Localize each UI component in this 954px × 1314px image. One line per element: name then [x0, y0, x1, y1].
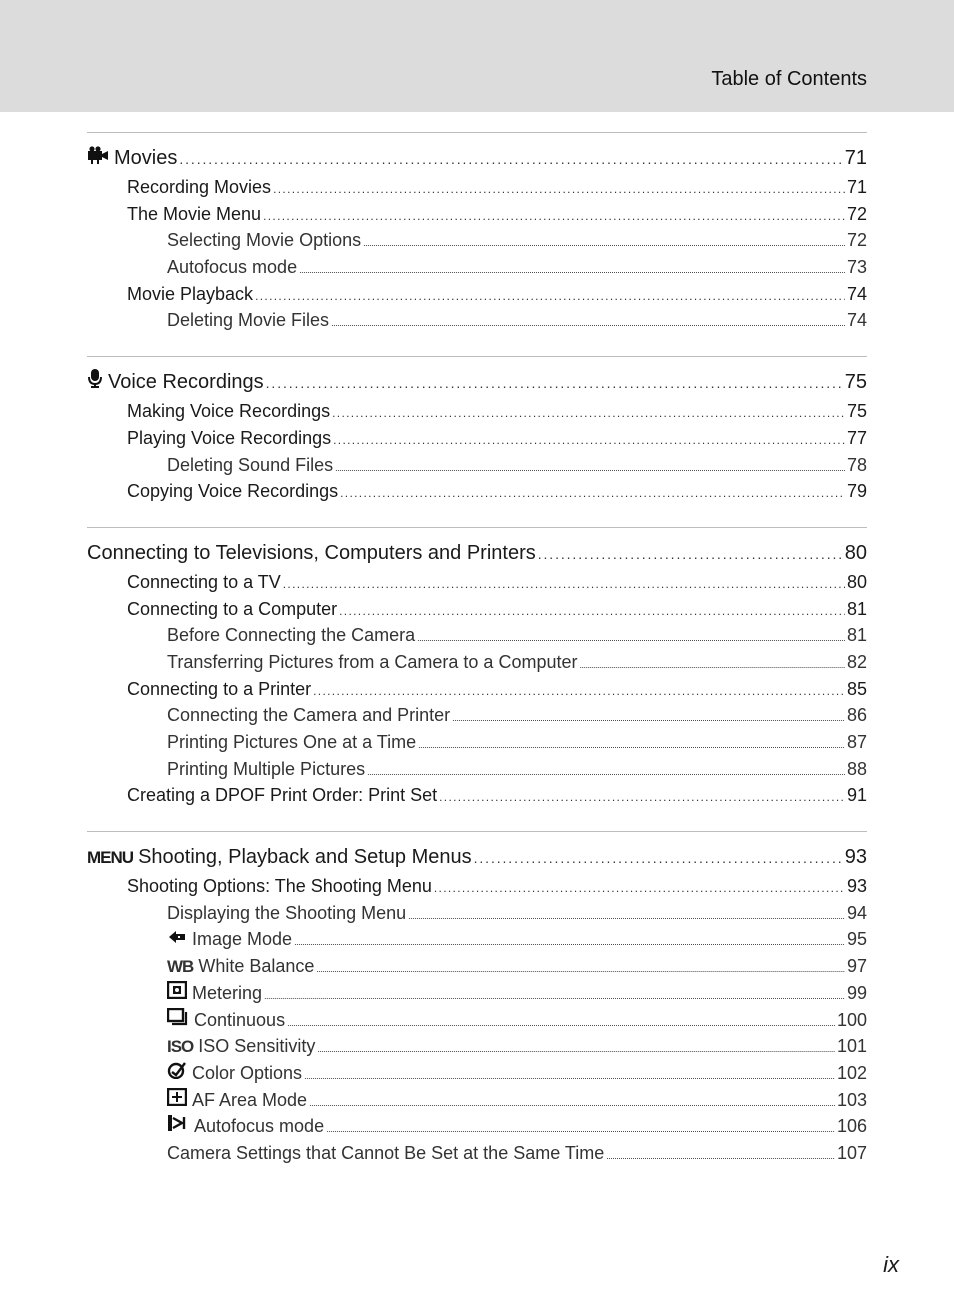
entry-label [167, 227, 361, 254]
entry-label [167, 452, 333, 479]
color-options-icon [167, 1061, 187, 1079]
dot-leader [179, 142, 842, 175]
dot-leader [316, 953, 845, 983]
dot-leader [335, 452, 845, 482]
toc-entry [87, 676, 867, 703]
entry-title: Connecting the Camera and Printer [167, 705, 451, 726]
dot-leader [317, 1033, 835, 1063]
entry-page-number: 97 [846, 956, 867, 977]
microphone-icon [87, 368, 103, 388]
dot-leader [417, 622, 845, 652]
entry-label [87, 366, 264, 398]
toc-chapter-entry [87, 142, 867, 174]
toc-entry [87, 756, 867, 783]
entry-page-number: 93 [844, 846, 867, 869]
menu-icon: MENU [87, 848, 134, 868]
dot-leader [283, 569, 845, 598]
entry-title: Autofocus mode [167, 257, 298, 278]
entry-title: Movies [114, 147, 178, 169]
entry-title: Connecting to a TV [127, 571, 281, 592]
continuous-icon [167, 1008, 189, 1026]
toc-entry [87, 227, 867, 254]
dot-leader [538, 537, 843, 570]
dot-leader [363, 227, 845, 257]
entry-page-number: 93 [846, 876, 867, 897]
entry-title: Making Voice Recordings [127, 401, 331, 422]
entry-label [167, 1113, 324, 1140]
dot-leader [439, 782, 845, 811]
entry-page-number: 86 [846, 705, 867, 726]
entry-title: Continuous [194, 1009, 286, 1030]
dot-leader [273, 174, 845, 203]
entry-label [127, 782, 437, 809]
toc-entry [87, 1087, 867, 1114]
dot-leader [264, 980, 845, 1010]
toc-chapter-entry [87, 366, 867, 398]
entry-label [127, 174, 271, 201]
toc-entry [87, 478, 867, 505]
toc-entry [87, 174, 867, 201]
entry-label [167, 622, 415, 649]
entry-label [167, 1007, 285, 1034]
entry-label [127, 478, 338, 505]
entry-title: Selecting Movie Options [167, 230, 362, 251]
entry-label [167, 756, 365, 783]
entry-page-number: 77 [846, 427, 867, 448]
entry-page-number: 72 [846, 230, 867, 251]
toc-entry [87, 254, 867, 281]
entry-page-number: 101 [836, 1036, 867, 1057]
toc-entry [87, 926, 867, 953]
entry-page-number: 81 [846, 598, 867, 619]
page-header [0, 0, 954, 112]
entry-title: Transferring Pictures from a Camera to a Computer [167, 651, 578, 672]
toc-entry [87, 1007, 867, 1034]
entry-title: Playing Voice Recordings [127, 427, 332, 448]
toc-entry [87, 980, 867, 1007]
toc-entry [87, 452, 867, 479]
entry-label [167, 729, 416, 756]
entry-title: Image Mode [192, 929, 293, 950]
dot-leader [579, 649, 844, 679]
entry-title: Voice Recordings [108, 371, 264, 394]
entry-page-number: 80 [846, 571, 867, 592]
entry-page-number: 79 [846, 481, 867, 502]
entry-label [127, 201, 261, 228]
iso-icon: ISO [167, 1037, 194, 1057]
dot-leader [452, 702, 845, 732]
entry-label [167, 307, 329, 334]
page-number: ix [883, 1252, 899, 1277]
entry-page-number: 75 [844, 371, 867, 394]
entry-title: Shooting, Playback and Setup Menus [138, 846, 472, 869]
dot-leader [266, 366, 843, 399]
entry-label [87, 142, 177, 174]
entry-label [127, 569, 281, 596]
entry-title: AF Area Mode [192, 1089, 308, 1110]
entry-page-number: 85 [846, 678, 867, 699]
entry-title: Printing Multiple Pictures [167, 758, 366, 779]
entry-title: Metering [192, 982, 263, 1003]
entry-label [167, 1033, 315, 1061]
toc-entry [87, 953, 867, 980]
entry-label [87, 537, 536, 569]
dot-leader [294, 926, 845, 956]
entry-label [127, 398, 330, 425]
entry-page-number: 91 [846, 785, 867, 806]
dot-leader [326, 1113, 835, 1143]
entry-title: Shooting Options: The Shooting Menu [127, 876, 432, 897]
dot-leader [263, 201, 845, 230]
toc-entry [87, 873, 867, 900]
toc-section-movies [87, 132, 867, 356]
toc-entry [87, 702, 867, 729]
entry-page-number: 100 [836, 1009, 867, 1030]
dot-leader [340, 478, 845, 507]
entry-label [167, 254, 297, 281]
toc-entry [87, 425, 867, 452]
entry-title: Color Options [192, 1062, 303, 1083]
entry-label [167, 1140, 604, 1167]
toc-entry [87, 900, 867, 927]
entry-page-number: 81 [846, 625, 867, 646]
white-balance-icon: WB [167, 957, 194, 977]
entry-label [167, 980, 262, 1007]
toc-entry [87, 201, 867, 228]
toc-entry [87, 569, 867, 596]
toc-entry [87, 281, 867, 308]
entry-page-number: 106 [836, 1116, 867, 1137]
entry-page-number: 87 [846, 732, 867, 752]
toc-entry [87, 596, 867, 623]
toc-entry [87, 1033, 867, 1060]
entry-title: Before Connecting the Camera [167, 625, 416, 646]
dot-leader [333, 425, 845, 454]
entry-title: Deleting Sound Files [167, 454, 334, 475]
entry-page-number: 95 [846, 929, 867, 950]
dot-leader [287, 1007, 835, 1037]
dot-leader [299, 254, 845, 284]
entry-title: Camera Settings that Cannot Be Set at the Same Time [167, 1142, 605, 1163]
toc-entry [87, 649, 867, 676]
toc-entry [87, 729, 867, 756]
dot-leader [304, 1060, 835, 1090]
toc-entry [87, 782, 867, 809]
entry-page-number: 72 [846, 203, 867, 224]
entry-label [167, 1087, 307, 1114]
metering-icon [167, 981, 187, 999]
toc-section-connecting-to-televisions-computers-and-printers [87, 527, 867, 831]
dot-leader [332, 398, 845, 427]
dot-leader [255, 281, 845, 310]
entry-label [167, 702, 450, 729]
dot-leader [606, 1140, 835, 1170]
entry-title: Deleting Movie Files [167, 310, 330, 331]
entry-label [167, 1060, 302, 1087]
entry-title: Printing Pictures One at a Time [167, 732, 417, 752]
toc-section-shooting-playback-and-setup-menus [87, 831, 867, 1189]
entry-label [127, 676, 311, 703]
entry-label [167, 649, 577, 676]
toc-entry [87, 1060, 867, 1087]
dot-leader [339, 596, 845, 625]
entry-page-number: 102 [836, 1062, 867, 1083]
entry-title: Recording Movies [127, 177, 272, 197]
toc-entry [87, 622, 867, 649]
entry-page-number: 103 [836, 1089, 867, 1110]
entry-label [127, 281, 253, 308]
dot-leader [309, 1087, 835, 1117]
entry-label [127, 425, 331, 452]
dot-leader [313, 676, 845, 705]
entry-page-number: 73 [846, 257, 867, 278]
entry-page-number: 88 [846, 758, 867, 779]
dot-leader [367, 756, 845, 786]
entry-label [87, 841, 472, 874]
table-of-contents [87, 132, 867, 1189]
header-title: Table of Contents [711, 68, 867, 90]
entry-page-number: 107 [836, 1142, 867, 1163]
entry-title: Connecting to a Printer [127, 678, 312, 699]
entry-title: Autofocus mode [194, 1116, 325, 1137]
dot-leader [474, 841, 843, 874]
autofocus-icon [167, 1114, 189, 1132]
entry-page-number: 80 [844, 541, 867, 564]
entry-page-number: 75 [846, 401, 867, 422]
dot-leader [434, 873, 845, 902]
entry-title: Connecting to Televisions, Computers and Printers [87, 541, 536, 564]
af-area-icon [167, 1088, 187, 1106]
image-mode-icon [167, 929, 187, 945]
entry-page-number: 94 [846, 902, 867, 923]
toc-entry [87, 398, 867, 425]
entry-title: Creating a DPOF Print Order: Print Set [127, 785, 438, 806]
toc-chapter-entry [87, 841, 867, 873]
dot-leader [331, 307, 845, 337]
entry-title: Copying Voice Recordings [127, 481, 339, 502]
entry-title: Displaying the Shooting Menu [167, 902, 407, 923]
toc-section-voice-recordings [87, 356, 867, 527]
entry-label [167, 953, 314, 981]
toc-chapter-entry [87, 537, 867, 569]
entry-label [127, 596, 337, 623]
entry-title: White Balance [198, 956, 315, 977]
entry-title: Connecting to a Computer [127, 598, 338, 619]
toc-entry [87, 307, 867, 334]
entry-page-number: 82 [846, 651, 867, 672]
entry-page-number: 78 [846, 454, 867, 475]
entry-title: The Movie Menu [127, 203, 262, 224]
movie-icon [87, 146, 109, 164]
entry-title: ISO Sensitivity [198, 1036, 316, 1057]
entry-label [167, 926, 292, 953]
toc-entry [87, 1140, 867, 1167]
entry-label [127, 873, 432, 900]
entry-page-number: 74 [846, 283, 867, 304]
toc-entry [87, 1113, 867, 1140]
entry-page-number: 74 [846, 310, 867, 331]
entry-title: Movie Playback [127, 283, 254, 304]
entry-page-number: 71 [846, 177, 867, 197]
dot-leader [408, 900, 845, 930]
entry-page-number: 99 [846, 982, 867, 1003]
dot-leader [418, 729, 845, 759]
entry-page-number: 71 [844, 147, 867, 169]
entry-label [167, 900, 406, 927]
